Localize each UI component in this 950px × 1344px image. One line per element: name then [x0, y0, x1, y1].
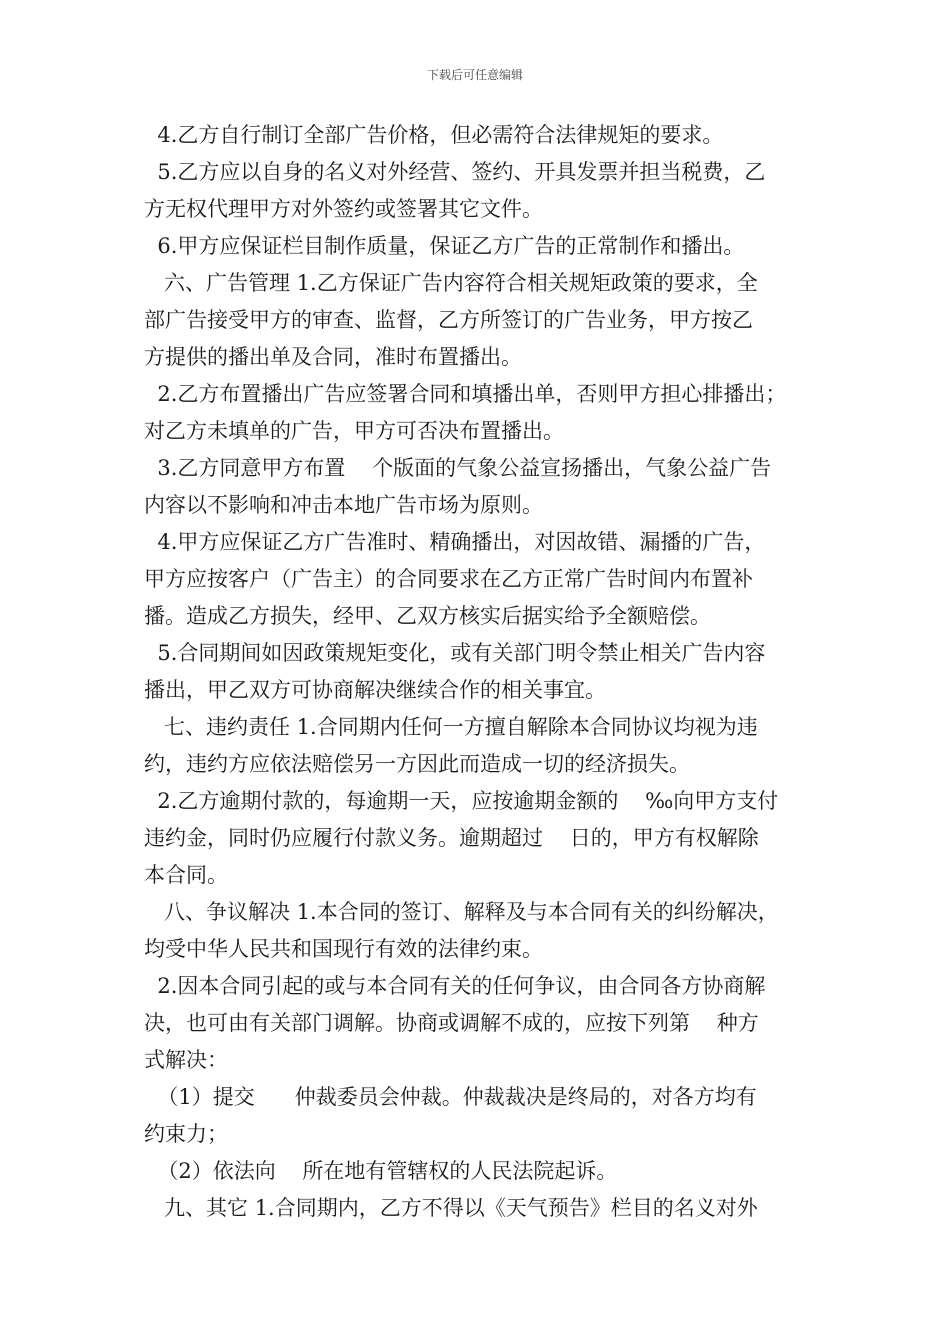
- text-line: 内容以不影响和冲击本地广告市场为原则。: [144, 493, 543, 517]
- text-line: 6.甲方应保证栏目制作质量，保证乙方广告的正常制作和播出。: [144, 234, 745, 258]
- text-line: 八、争议解决 1.本合同的签订、解释及与本合同有关的纠纷解决，: [144, 900, 779, 924]
- text-line: 4.甲方应保证乙方广告准时、精确播出，对因故错、漏播的广告，: [144, 530, 766, 554]
- header-note: 下载后可任意编辑: [426, 68, 523, 82]
- text-line: 2.乙方逾期付款的，每逾期一天，应按逾期金额的 ‰向甲方支付: [144, 789, 779, 813]
- text-line: 方无权代理甲方对外签约或签署其它文件。: [144, 197, 543, 221]
- text-line: 违约金，同时仍应履行付款义务。逾期超过 日的，甲方有权解除: [144, 826, 759, 850]
- text-line: 播。造成乙方损失，经甲、乙双方核实后据实给予全额赔偿。: [144, 604, 711, 628]
- text-line: 六、广告管理 1.乙方保证广告内容符合相关规矩政策的要求，全: [144, 271, 758, 295]
- text-line: 决，也可由有关部门调解。协商或调解不成的，应按下列第 种方: [144, 1011, 759, 1035]
- text-line: 2.乙方布置播出广告应签署合同和填播出单，否则甲方担心排播出；: [144, 382, 787, 406]
- text-line: 方提供的播出单及合同，准时布置播出。: [144, 345, 522, 369]
- text-line: 甲方应按客户（广告主）的合同要求在乙方正常广告时间内布置补: [144, 567, 753, 591]
- text-line: 对乙方未填单的广告，甲方可否决布置播出。: [144, 419, 564, 443]
- text-line: （1）提交 仲裁委员会仲裁。仲裁裁决是终局的，对各方均有: [144, 1085, 757, 1109]
- text-line: （2）依法向 所在地有管辖权的人民法院起诉。: [144, 1159, 618, 1183]
- text-line: 5.合同期间如因政策规矩变化，或有关部门明令禁止相关广告内容: [144, 641, 766, 665]
- text-line: 4.乙方自行制订全部广告价格，但必需符合法律规矩的要求。: [144, 123, 724, 147]
- text-line: 部广告接受甲方的审查、监督，乙方所签订的广告业务，甲方按乙: [144, 308, 753, 332]
- text-line: 九、其它 1.合同期内，乙方不得以《天气预告》栏目的名义对外: [144, 1196, 758, 1220]
- text-line: 3.乙方同意甲方布置 个版面的气象公益宣扬播出，气象公益广告: [144, 456, 772, 480]
- contract-body: [144, 117, 812, 1227]
- text-line: 式解决：: [144, 1048, 228, 1072]
- text-line: 均受中华人民共和国现行有效的法律约束。: [144, 937, 543, 961]
- text-line: 5.乙方应以自身的名义对外经营、签约、开具发票并担当税费，乙: [144, 160, 766, 184]
- text-line: 本合同。: [144, 863, 228, 887]
- text-line: 七、违约责任 1.合同期内任何一方擅自解除本合同协议均视为违: [144, 715, 758, 739]
- text-line: 约，违约方应依法赔偿另一方因此而造成一切的经济损失。: [144, 752, 690, 776]
- text-line: 约束力；: [144, 1122, 228, 1146]
- text-line: 播出，甲乙双方可协商解决继续合作的相关事宜。: [144, 678, 606, 702]
- text-line: 2.因本合同引起的或与本合同有关的任何争议，由合同各方协商解: [144, 974, 766, 998]
